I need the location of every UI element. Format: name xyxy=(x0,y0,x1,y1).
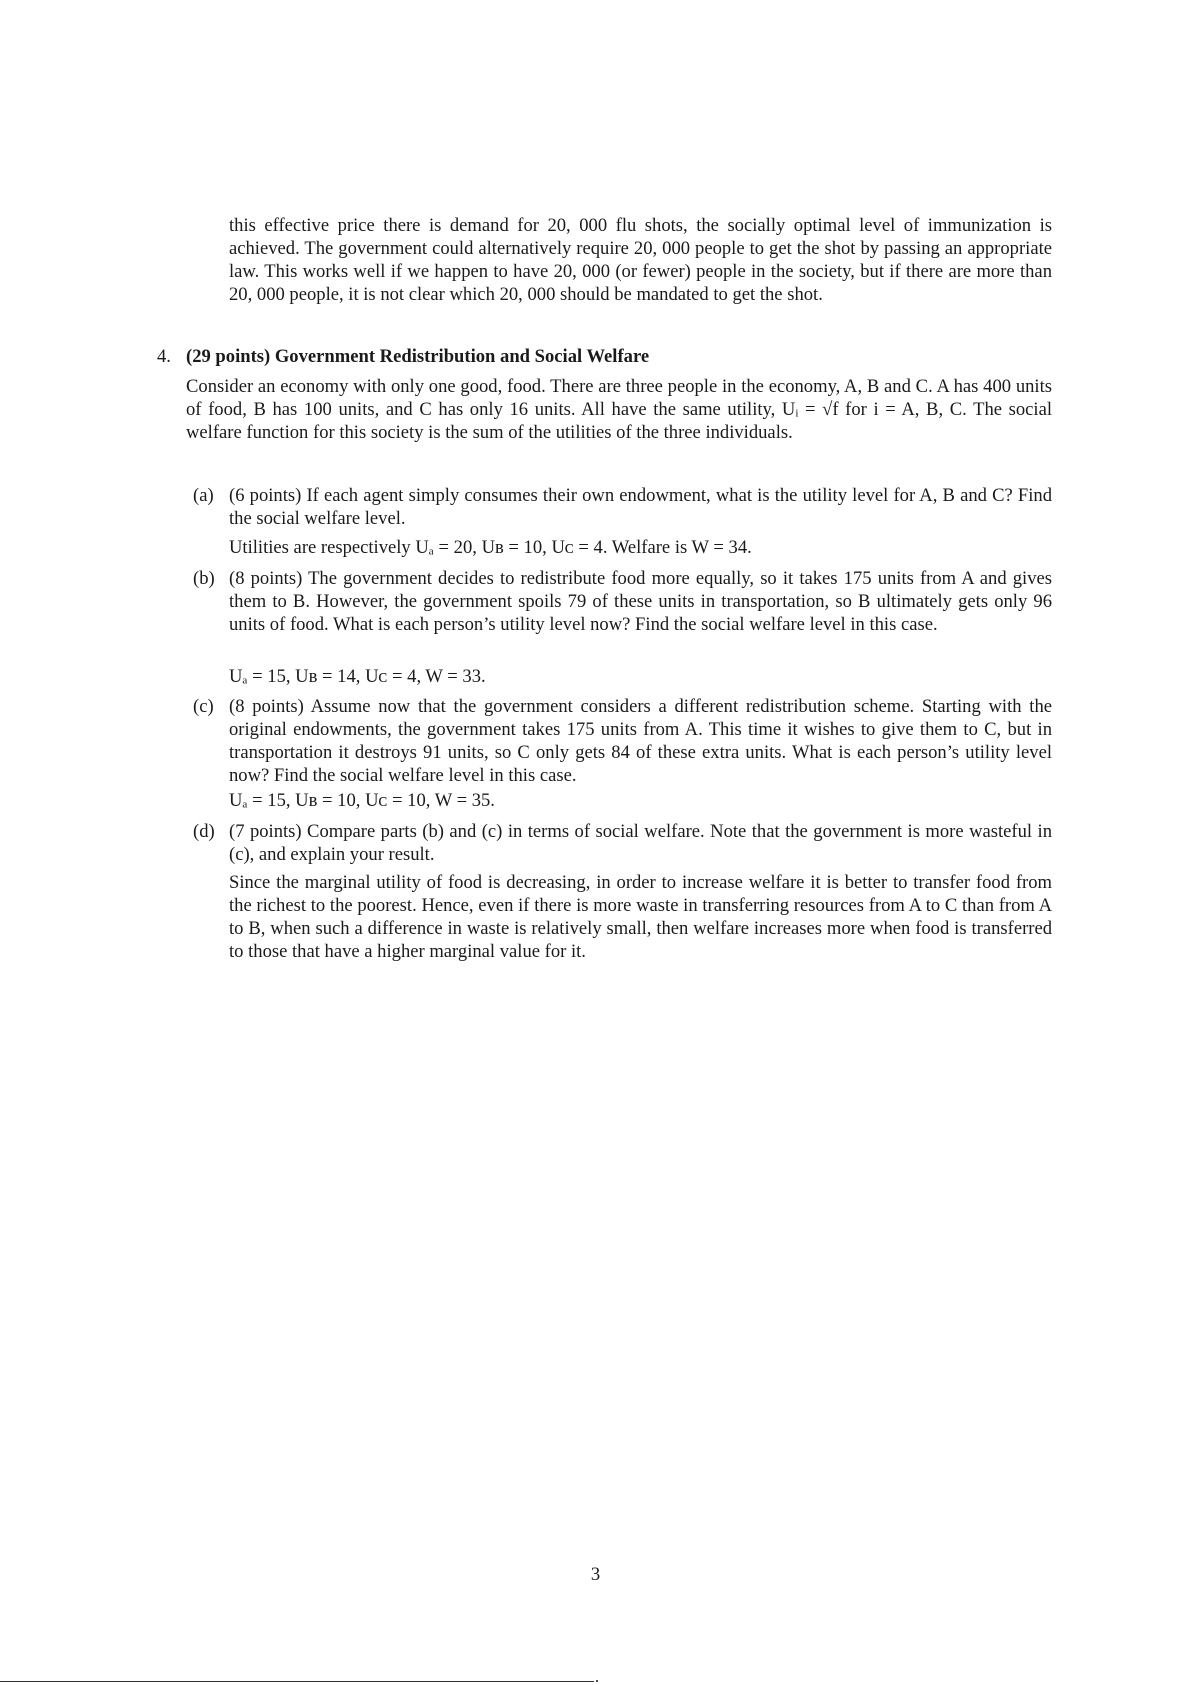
part-b-label: (b) xyxy=(193,568,215,589)
question-heading xyxy=(157,345,649,368)
part-b-answer: Uₐ = 15, Uʙ = 14, Uᴄ = 4, W = 33. xyxy=(229,666,486,687)
question-title: (29 points) Government Redistribution and Social Welfare xyxy=(186,346,650,367)
part-d-answer: Since the marginal utility of food is decreasing, in order to increase welfare it is better to transfer food from the richest to the poorest. Hence, even if there is more waste in transferring resources from A to C than from A to B, when such a difference in waste is relatively small, then welfare increases more when food is transferred to those that have a higher marginal value for it. xyxy=(229,872,1052,962)
continuation-paragraph: this effective price there is demand for 20, 000 flu shots, the socially optimal level of immunization is achieved. The government could alternatively require 20, 000 people to get the shot by passing an appropriate law. This works well if we happen to have 20, 000 (or fewer) people in the society, but if there are more than 20, 000 people, it is not clear which 20, 000 should be mandated to get the shot. xyxy=(229,215,1052,305)
footer-dot xyxy=(596,1680,598,1682)
part-a-label: (a) xyxy=(193,485,214,506)
footer-rule xyxy=(0,1681,594,1682)
part-c-label: (c) xyxy=(193,696,214,717)
part-a-answer: Utilities are respectively Uₐ = 20, Uʙ = 10, Uᴄ = 4. Welfare is W = 34. xyxy=(229,537,752,558)
part-d-label: (d) xyxy=(193,821,215,842)
part-b-question: (8 points) The government decides to redistribute food more equally, so it takes 175 units from A and gives them to B. However, the government spoils 79 of these units in transportation, so B ultimately gets only 96 units of food. What is each person’s utility level now? Find the social welfare level in this case. xyxy=(229,568,1052,635)
part-a-question: (6 points) If each agent simply consumes their own endowment, what is the utility level for A, B and C? Find the social welfare level. xyxy=(229,485,1052,529)
part-c-answer: Uₐ = 15, Uʙ = 10, Uᴄ = 10, W = 35. xyxy=(229,790,495,811)
page-number: 3 xyxy=(590,1564,601,1585)
question-intro: Consider an economy with only one good, food. There are three people in the economy, A, B and C. A has 400 units of food, B has 100 units, and C has only 16 units. All have the same utility, Uᵢ = √f for i = A, B, C. The social welfare function for this society is the sum of the utilities of the three individuals. xyxy=(186,376,1052,443)
part-c-question: (8 points) Assume now that the government considers a different redistribution scheme. Starting with the original endowments, the government takes 175 units from A. This time it wishes to give them to C, but in transportation it destroys 91 units, so C only gets 84 of these extra units. What is each person’s utility level now? Find the social welfare level in this case. xyxy=(229,696,1052,786)
question-number: 4. xyxy=(157,346,171,367)
part-d-question: (7 points) Compare parts (b) and (c) in terms of social welfare. Note that the government is more wasteful in (c), and explain your result. xyxy=(229,821,1052,865)
